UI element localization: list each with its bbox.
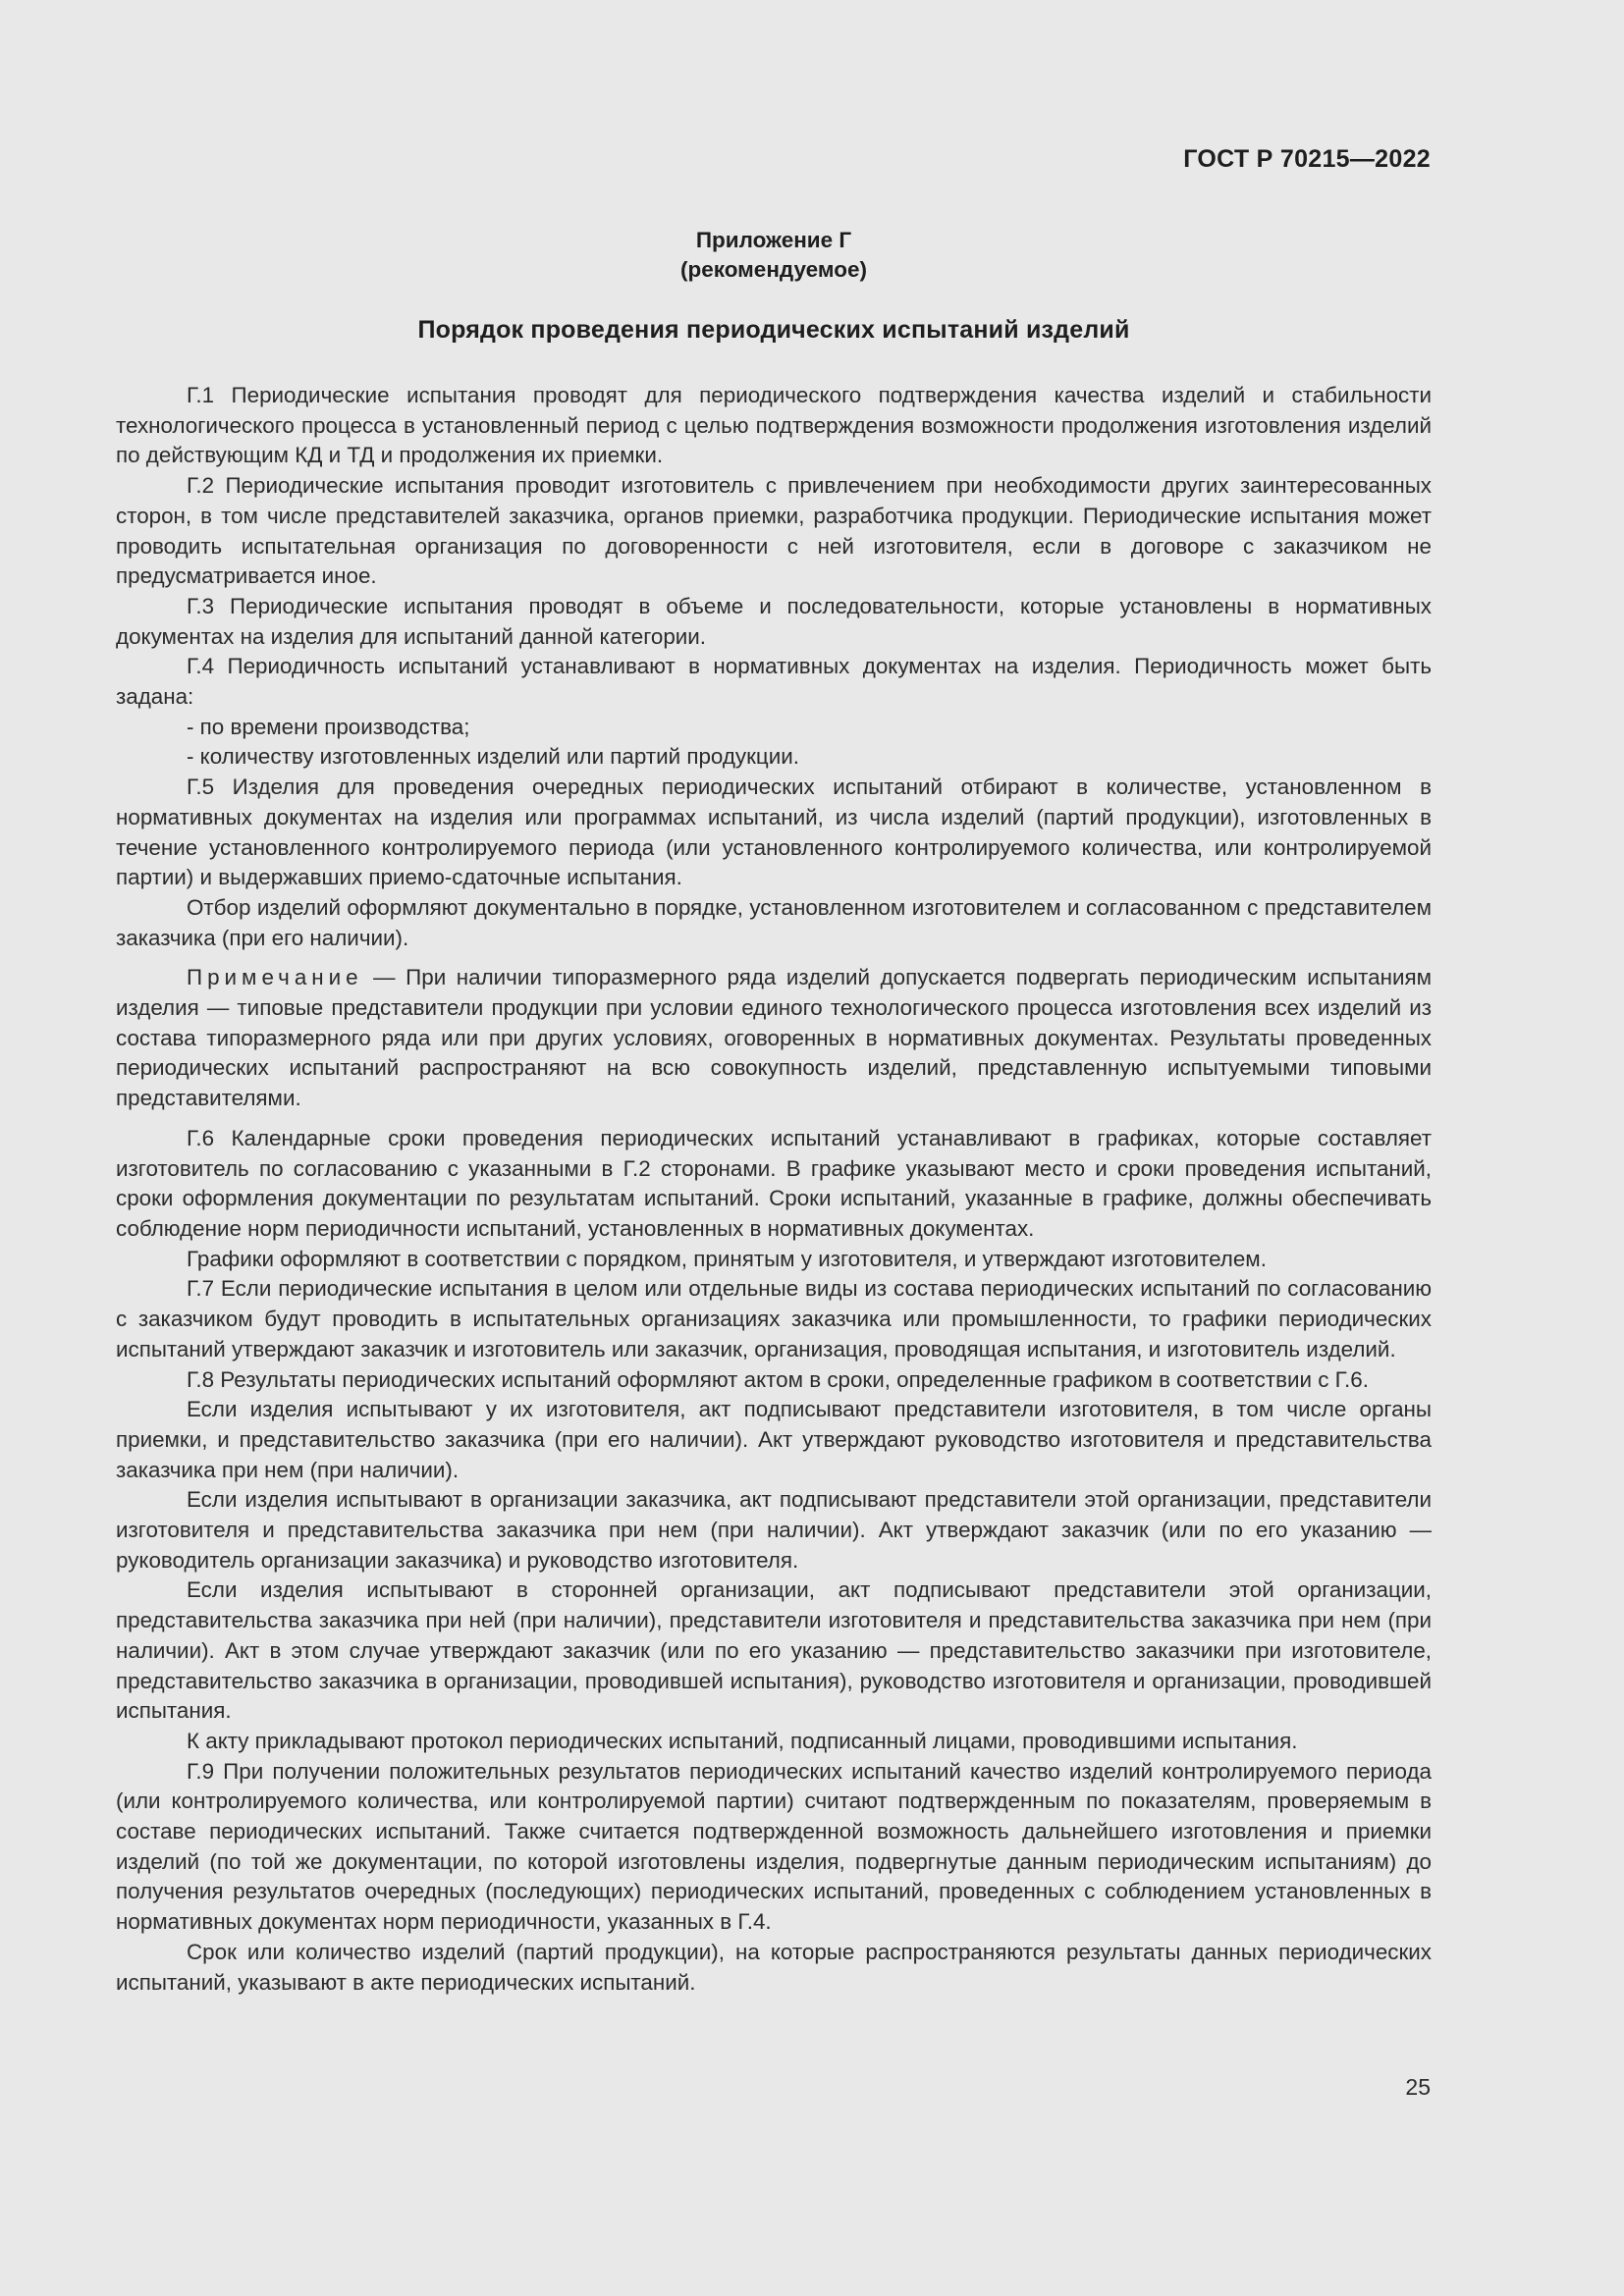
paragraph-g6: Г.6 Календарные сроки проведения периодических испытаний устанавливают в графиках, которые составляет изготовитель по согласованию с указанными в Г.2 сторонами. В графике указывают место и сроки проведения испытаний, сроки оформления документации по результатам испытаний. Сроки испытаний, указанные в графике, должны обеспечивать соблюдение норм периодичности испытаний, установленных в нормативных документах. [116, 1125, 1432, 1241]
section-title: Порядок проведения периодических испытаний изделий [417, 316, 1130, 344]
note-label: Примечание [187, 965, 363, 990]
paragraph-g9: Г.9 При получении положительных результатов периодических испытаний качество изделий контролируемого периода (или контролируемого количества, или контролируемой партии) считают подтвержденным по показателям, проверяемым в составе периодических испытаний. Также считается подтвержденной возможность дальнейшего изготовления и приемки изделий (по той же документации, по которой изготовлены изделия, подвергнутые данным периодическим испытаниям) до получения результатов очередных (последующих) периодических испытаний, проведенных с соблюдением установленных в нормативных документах норм периодичности, указанных в Г.4. [116, 1758, 1432, 1935]
annex-status: (рекомендуемое) [680, 257, 867, 282]
paragraph-g1: Г.1 Периодические испытания проводят для периодического подтверждения качества изделий и стабильности технологического процесса в установленный период с целью подтверждения возможности продолжения изготовления изделий по действующим КД и ТД и продолжения их приемки. [116, 383, 1432, 468]
paragraph-g8-protocol: К акту прикладывают протокол периодических испытаний, подписанный лицами, проводившими испытания. [187, 1728, 1298, 1753]
paragraph-g5: Г.5 Изделия для проведения очередных периодических испытаний отбирают в количестве, установленном в нормативных документах на изделия или программах испытаний, из числа изделий (партий продукции), изготовленных в течение установленного контролируемого периода (или установленного контролируемого количества, или контролируемой партии) и выдержавших приемо-сдаточные испытания. [116, 774, 1432, 890]
note-paragraph [116, 963, 1432, 1114]
annex-label: Приложение Г [695, 228, 852, 252]
paragraph-g4: Г.4 Периодичность испытаний устанавливают в нормативных документах на изделия. Периодичность может быть задана: [116, 654, 1432, 710]
paragraph-g5-selection: Отбор изделий оформляют документально в порядке, установленном изготовителем и согласованном с представителем заказчика (при его наличии). [116, 894, 1432, 950]
paragraph-g8-third-party: Если изделия испытывают в сторонней организации, акт подписывают представители этой организации, представительства заказчика при ней (при наличии), представители изготовителя и представительства заказчика при нем (при наличии). Акт в этом случае утверждают заказчик (или по его указанию — представительство заказчики при изготовителе, представительство заказчика в организации, проводившей испытания), руководство изготовителя и организации, проводившей испытания. [116, 1577, 1432, 1724]
document-number: ГОСТ Р 70215—2022 [1183, 145, 1431, 173]
paragraph-g3: Г.3 Периодические испытания проводят в объеме и последовательности, которые установлены в нормативных документах на изделия для испытаний данной категории. [116, 593, 1432, 649]
annex-heading [116, 226, 1432, 285]
list-item-production-time: - по времени производства; [187, 714, 470, 739]
document-body [116, 381, 1432, 1998]
note-text: — При наличии типоразмерного ряда изделий допускается подвергать периодическим испытаниям изделия — типовые представители продукции при условии единого технологического процесса изготовления всех изделий из состава типоразмерного ряда или при других условиях, оговоренных в нормативных документах. Результаты проведенных периодических испытаний распространяют на всю совокупность изделий, представленную испытуемыми типовыми представителями. [116, 965, 1432, 1111]
paragraph-g8: Г.8 Результаты периодических испытаний оформляют актом в сроки, определенные графиком в соответствии с Г.6. [187, 1366, 1369, 1392]
paragraph-g9-term: Срок или количество изделий (партий продукции), на которые распространяются результаты данных периодических испытаний, указывают в акте периодических испытаний. [116, 1939, 1432, 1995]
page-number: 25 [1405, 2074, 1431, 2100]
paragraph-g6-schedules: Графики оформляют в соответствии с порядком, принятым у изготовителя, и утверждают изготовителем. [187, 1246, 1267, 1271]
list-item-quantity: - количеству изготовленных изделий или партий продукции. [187, 744, 799, 770]
paragraph-g8-customer-org: Если изделия испытывают в организации заказчика, акт подписывают представители этой организации, представители изготовителя и представительства заказчика при нем (при наличии). Акт утверждают заказчик (или по его указанию — руководитель организации заказчика) и руководство изготовителя. [116, 1487, 1432, 1573]
paragraph-g8-manufacturer: Если изделия испытывают у их изготовителя, акт подписывают представители изготовителя, в том числе органы приемки, и представительство заказчика (при его наличии). Акт утверждают руководство изготовителя и представительства заказчика при нем (при наличии). [116, 1397, 1432, 1482]
paragraph-g7: Г.7 Если периодические испытания в целом или отдельные виды из состава периодических испытаний по согласованию с заказчиком будут проводить в испытательных организациях заказчика или промышленности, то графики периодических испытаний утверждают заказчик и изготовитель или заказчик, организация, проводящая испытания, и изготовитель изделий. [116, 1276, 1432, 1362]
paragraph-g2: Г.2 Периодические испытания проводит изготовитель с привлечением при необходимости других заинтересованных сторон, в том числе представителей заказчика, органов приемки, разработчика продукции. Периодические испытания может проводить испытательная организация по договоренности с ней изготовителя, если в договоре с заказчиком не предусматривается иное. [116, 473, 1432, 589]
